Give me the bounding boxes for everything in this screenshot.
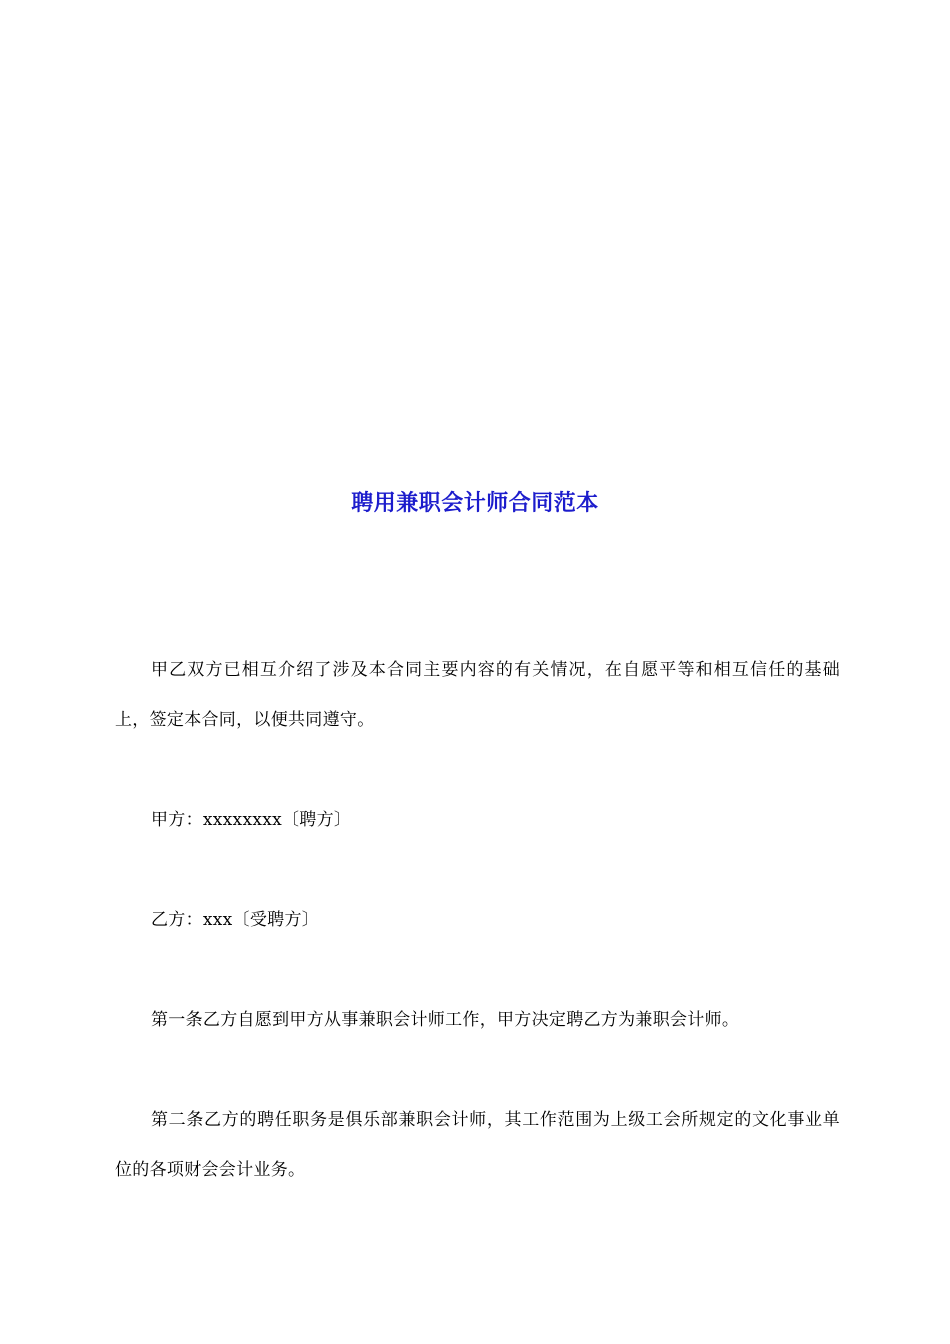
paragraph-article-1: 第一条乙方自愿到甲方从事兼职会计师工作，甲方决定聘乙方为兼职会计师。 (151, 1010, 740, 1030)
document-title: 聘用兼职会计师合同范本 (351, 490, 599, 516)
paragraph-party-b: 乙方：xxx〔受聘方〕 (151, 910, 320, 930)
paragraph-intro: 甲乙双方已相互介绍了涉及本合同主要内容的有关情况，在自愿平等和相互信任的基础上，签定本合同，以便共同遵守。 (115, 660, 840, 730)
paragraph-party-a: 甲方：xxxxxxxx〔聘方〕 (151, 810, 352, 830)
paragraph-article-2: 第二条乙方的聘任职务是俱乐部兼职会计师，其工作范围为上级工会所规定的文化事业单位的各项财会会计业务。 (115, 1110, 840, 1180)
